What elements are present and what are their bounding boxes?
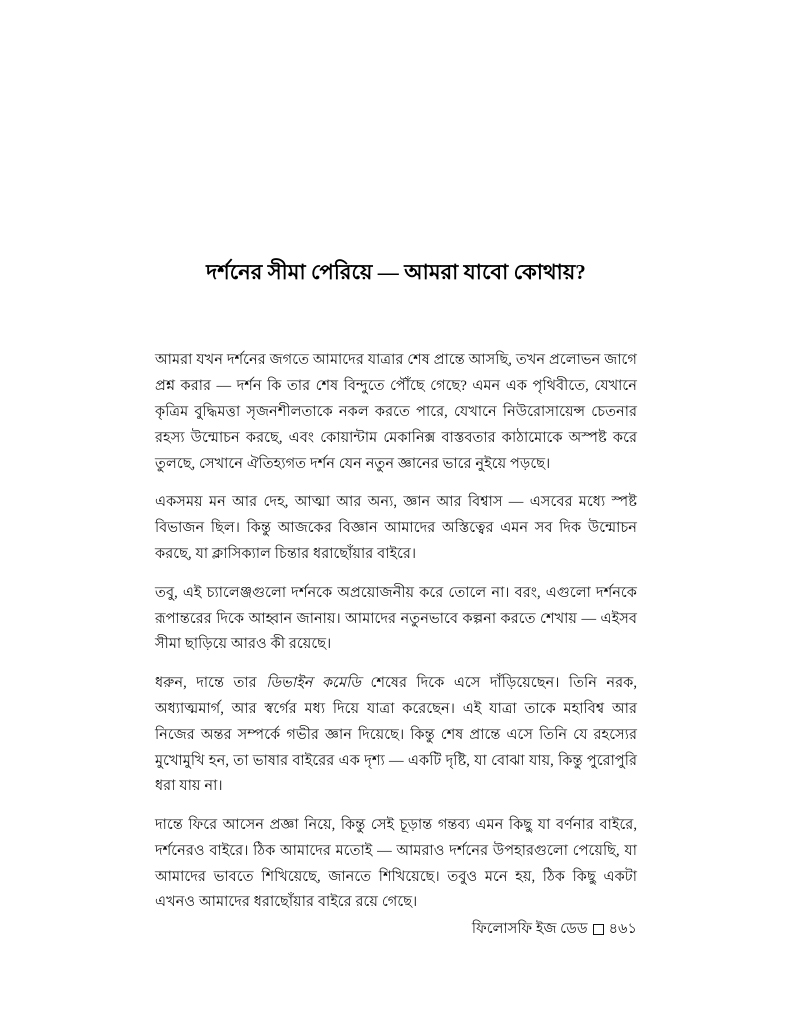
paragraph-2: একসময় মন আর দেহ, আত্মা আর অন্য, জ্ঞান আর বিশ্বাস — এসবের মধ্যে স্পষ্ট বিভাজন ছিল। কিন্তু আজকের বিজ্ঞান আমাদের অস্তিত্বের এমন সব দিক উন্মোচন করছে, যা ক্লাসিক্যাল চিন্তার ধরাছোঁয়ার বাইরে। <box>155 494 637 562</box>
cited-work-title: ডিভাইন কমেডি <box>266 675 362 692</box>
paragraph-4 <box>155 671 637 800</box>
paragraph-4-trailing-text: শেষের দিকে এসে দাঁড়িয়েছেন। তিনি নরক, অধ্যাত্মমার্গ, আর স্বর্গের মধ্য দিয়ে যাত্রা করেছেন। এই যাত্রা তাকে মহাবিশ্ব আর নিজের অন্তর সম্পর্কে গভীর জ্ঞান দিয়েছে। কিন্তু শেষ প্রান্তে এসে তিনি যে রহস্যের মুখোমুখি হন, তা ভাষার বাইরের এক দৃশ্য — একটি দৃষ্টি, যা বোঝা যায়, কিন্তু পুরোপুরি ধরা যায় না। <box>155 675 637 795</box>
paragraph-4-lead-text: ধরুন, দান্তে তার <box>155 675 267 692</box>
footer-book-title: ফিলোসফি ইজ ডেড <box>471 921 588 937</box>
paragraph-5: দান্তে ফিরে আসেন প্রজ্ঞা নিয়ে, কিন্তু সেই চূড়ান্ত গন্তব্য এমন কিছু যা বর্ণনার বাইরে, দর্শনেরও বাইরে। ঠিক আমাদের মতোই — আমরাও দর্শনের উপহারগুলো পেয়েছি, যা আমাদের ভাবতে শিখিয়েছে, জানতে শিখিয়েছে। তবুও মনে হয়, ঠিক কিছু একটা এখনও আমাদের ধরাছোঁয়ার বাইরে রয়ে গেছে। <box>155 817 637 911</box>
square-bullet-icon <box>593 924 604 935</box>
text-column <box>155 258 637 916</box>
paragraph-3: তবু, এই চ্যালেঞ্জগুলো দর্শনকে অপ্রয়োজনীয় করে তোলে না। বরং, এগুলো দর্শনকে রূপান্তরের দিকে আহ্বান জানায়। আমাদের নতুনভাবে কল্পনা করতে শেখায় — এইসব সীমা ছাড়িয়ে আরও কী রয়েছে। <box>155 584 637 653</box>
page-number: ৪৬১ <box>608 921 637 937</box>
page-footer <box>155 918 637 940</box>
page-title: দর্শনের সীমা পেরিয়ে — আমরা যাবো কোথায়? <box>206 260 586 284</box>
paragraph-1: আমরা যখন দর্শনের জগতে আমাদের যাত্রার শেষ প্রান্তে আসছি, তখন প্রলোভন জাগে প্রশ্ন করার — দর্শন কি তার শেষ বিন্দুতে পৌঁছে গেছে? এমন এক পৃথিবীতে, যেখানে কৃত্রিম বুদ্ধিমত্তা সৃজনশীলতাকে নকল করতে পারে, যেখানে নিউরোসায়েন্স চেতনার রহস্য উন্মোচন করছে, এবং কোয়ান্টাম মেকানিক্স বাস্তবতার কাঠামোকে অস্পষ্ট করে তুলছে, সেখানে ঐতিহ্যগত দর্শন যেন নতুন জ্ঞানের ভারে নুইয়ে পড়ছে। <box>155 352 637 472</box>
